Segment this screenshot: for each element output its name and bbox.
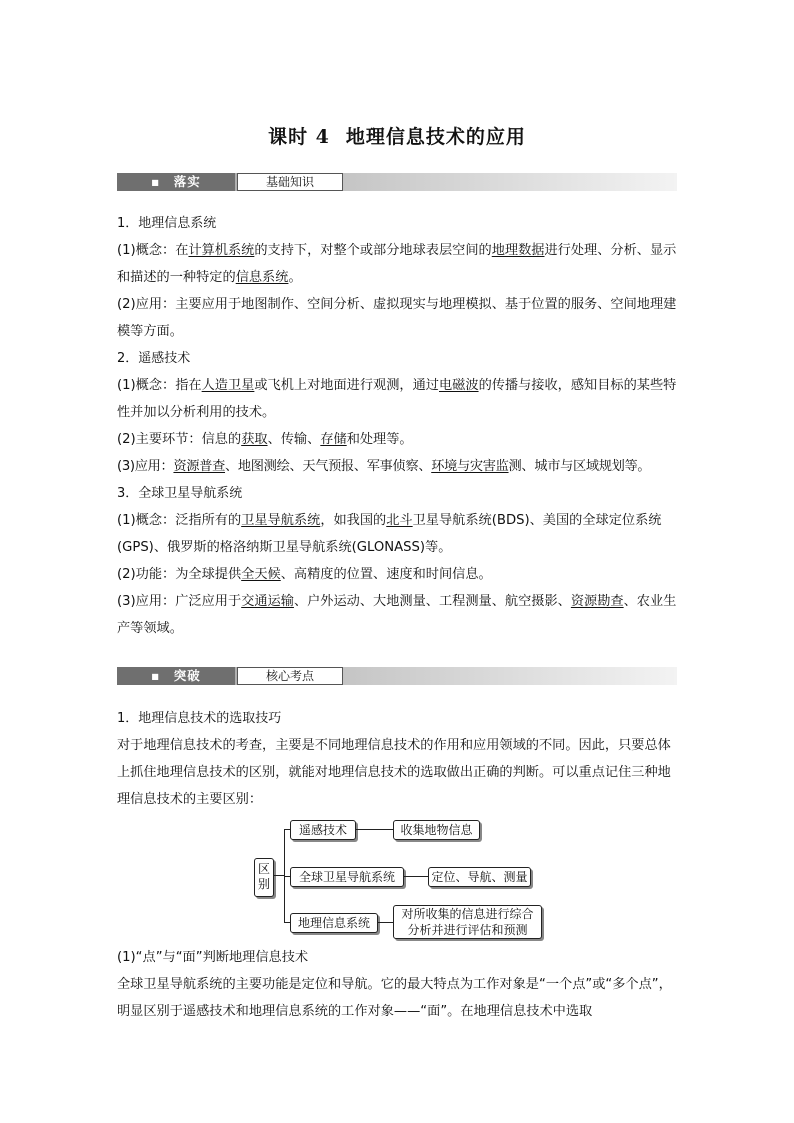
gnss-application: (3)应用：广泛应用于交通运输、户外运动、大地测量、工程测量、航空摄影、资源勘查、农业生产等领域。 bbox=[117, 594, 677, 636]
section-subtitle: 核心考点 bbox=[237, 667, 343, 685]
square-icon: ■ bbox=[151, 178, 160, 187]
gnss-concept: (1)概念：泛指所有的卫星导航系统，如我国的北斗卫星导航系统(BDS)、美国的全球定位系统(GPS)、俄罗斯的格洛纳斯卫星导航系统(GLONASS)等。 bbox=[117, 513, 662, 555]
core-points bbox=[117, 705, 679, 813]
diagram-left-gnss: 全球卫星导航系统 bbox=[290, 867, 404, 887]
rs-concept: (1)概念：指在人造卫星或飞机上对地面进行观测，通过电磁波的传播与接收，感知目标的某些特性并加以分析利用的技术。 bbox=[117, 378, 677, 420]
subheading-point-area: (1)“点”与“面”判断地理信息技术 bbox=[117, 950, 309, 965]
diagram-left-gis: 地理信息系统 bbox=[290, 913, 378, 933]
lesson-title: 地理信息技术的应用 bbox=[345, 126, 526, 148]
rs-steps: (2)主要环节：信息的获取、传输、存储和处理等。 bbox=[117, 432, 413, 447]
diagram-right-gnss: 定位、导航、测量 bbox=[428, 867, 531, 887]
gis-concept: (1)概念：在计算机系统的支持下，对整个或部分地球表层空间的地理数据进行处理、分析、显示和描述的一种特定的信息系统。 bbox=[117, 243, 677, 285]
diagram-right-gis: 对所收集的信息进行综合 分析并进行评估和预测 bbox=[393, 905, 542, 939]
diagram-root: 区别 bbox=[254, 858, 274, 897]
section-tag bbox=[117, 173, 235, 191]
gis-application: (2)应用：主要应用于地图制作、空间分析、虚拟现实与地理模拟、基于位置的服务、空间地理建模等方面。 bbox=[117, 297, 677, 339]
heading-gnss: 3．全球卫星导航系统 bbox=[117, 486, 243, 501]
section-tag-label: 落实 bbox=[173, 174, 201, 189]
heading-selection-tips: 1．地理信息技术的选取技巧 bbox=[117, 711, 282, 726]
section-tag-label: 突破 bbox=[173, 668, 201, 683]
square-icon: ■ bbox=[151, 672, 160, 681]
section-bar-basic bbox=[117, 173, 677, 191]
heading-gis: 1．地理信息系统 bbox=[117, 216, 217, 231]
lesson-number: 课时 4 bbox=[268, 126, 330, 148]
page-title bbox=[0, 122, 794, 149]
basic-knowledge bbox=[117, 210, 679, 642]
gnss-function: (2)功能：为全球提供全天候、高精度的位置、速度和时间信息。 bbox=[117, 567, 492, 582]
section-bar-core bbox=[117, 667, 677, 685]
section-tag bbox=[117, 667, 235, 685]
diagram-left-rs: 遥感技术 bbox=[290, 820, 356, 840]
point-vs-area bbox=[117, 944, 679, 1025]
core-paragraph: 对于地理信息技术的考查，主要是不同地理信息技术的作用和应用领域的不同。因此，只要总体上抓住地理信息技术的区别，就能对地理信息技术的选取做出正确的判断。可以重点记住三种地理信息技术的主要区别： bbox=[117, 738, 671, 807]
point-area-paragraph: 全球卫星导航系统的主要功能是定位和导航。它的最大特点为工作对象是“一个点”或“多个点”，明显区别于遥感技术和地理信息系统的工作对象——“面”。在地理信息技术中选取 bbox=[117, 977, 672, 1019]
rs-application: (3)应用：资源普查、地图测绘、天气预报、军事侦察、环境与灾害监测、城市与区域规划等。 bbox=[117, 459, 651, 474]
diagram-right-rs: 收集地物信息 bbox=[393, 820, 480, 840]
section-subtitle: 基础知识 bbox=[237, 173, 343, 191]
heading-rs: 2．遥感技术 bbox=[117, 351, 191, 366]
